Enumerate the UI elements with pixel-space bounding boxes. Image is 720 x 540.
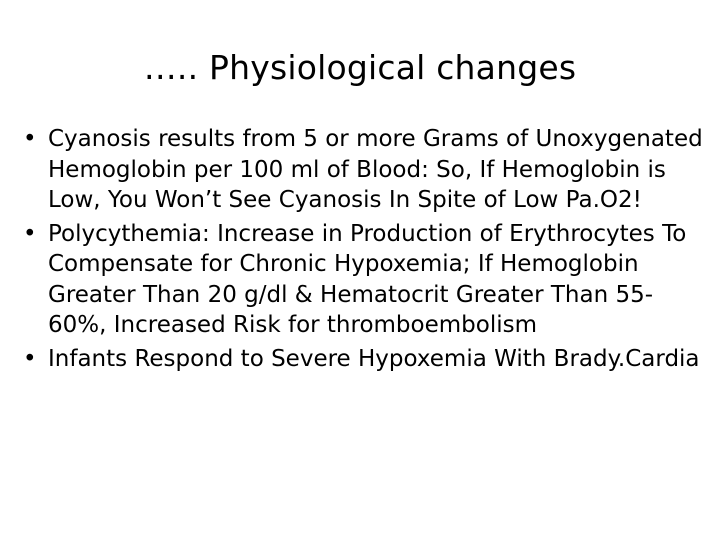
bullet-text: Cyanosis results from 5 or more Grams of Unoxygenated Hemoglobin per 100 ml of Blood: So, If Hemoglobin is Low, You Won’t See Cyanosis In Spite of Low Pa.O2! — [48, 126, 703, 213]
slide-title: ….. Physiological changes — [143, 48, 577, 87]
bullet-list — [18, 124, 708, 377]
bullet-icon: • — [23, 220, 37, 247]
bullet-icon: • — [23, 345, 37, 372]
bullet-item-polycythemia — [18, 219, 708, 341]
bullet-item-infants — [18, 344, 708, 375]
bullet-item-cyanosis — [18, 124, 708, 216]
bullet-icon: • — [23, 126, 37, 152]
bullet-text: Infants Respond to Severe Hypoxemia With Brady.Cardia — [48, 345, 700, 372]
bullet-text: Polycythemia: Increase in Production of Erythrocytes To Compensate for Chronic Hypoxemia; If Hemoglobin Greater Than 20 g/dl & Hematocrit Greater Than 55-60%, Increased Risk for thromboembolism — [48, 220, 687, 338]
